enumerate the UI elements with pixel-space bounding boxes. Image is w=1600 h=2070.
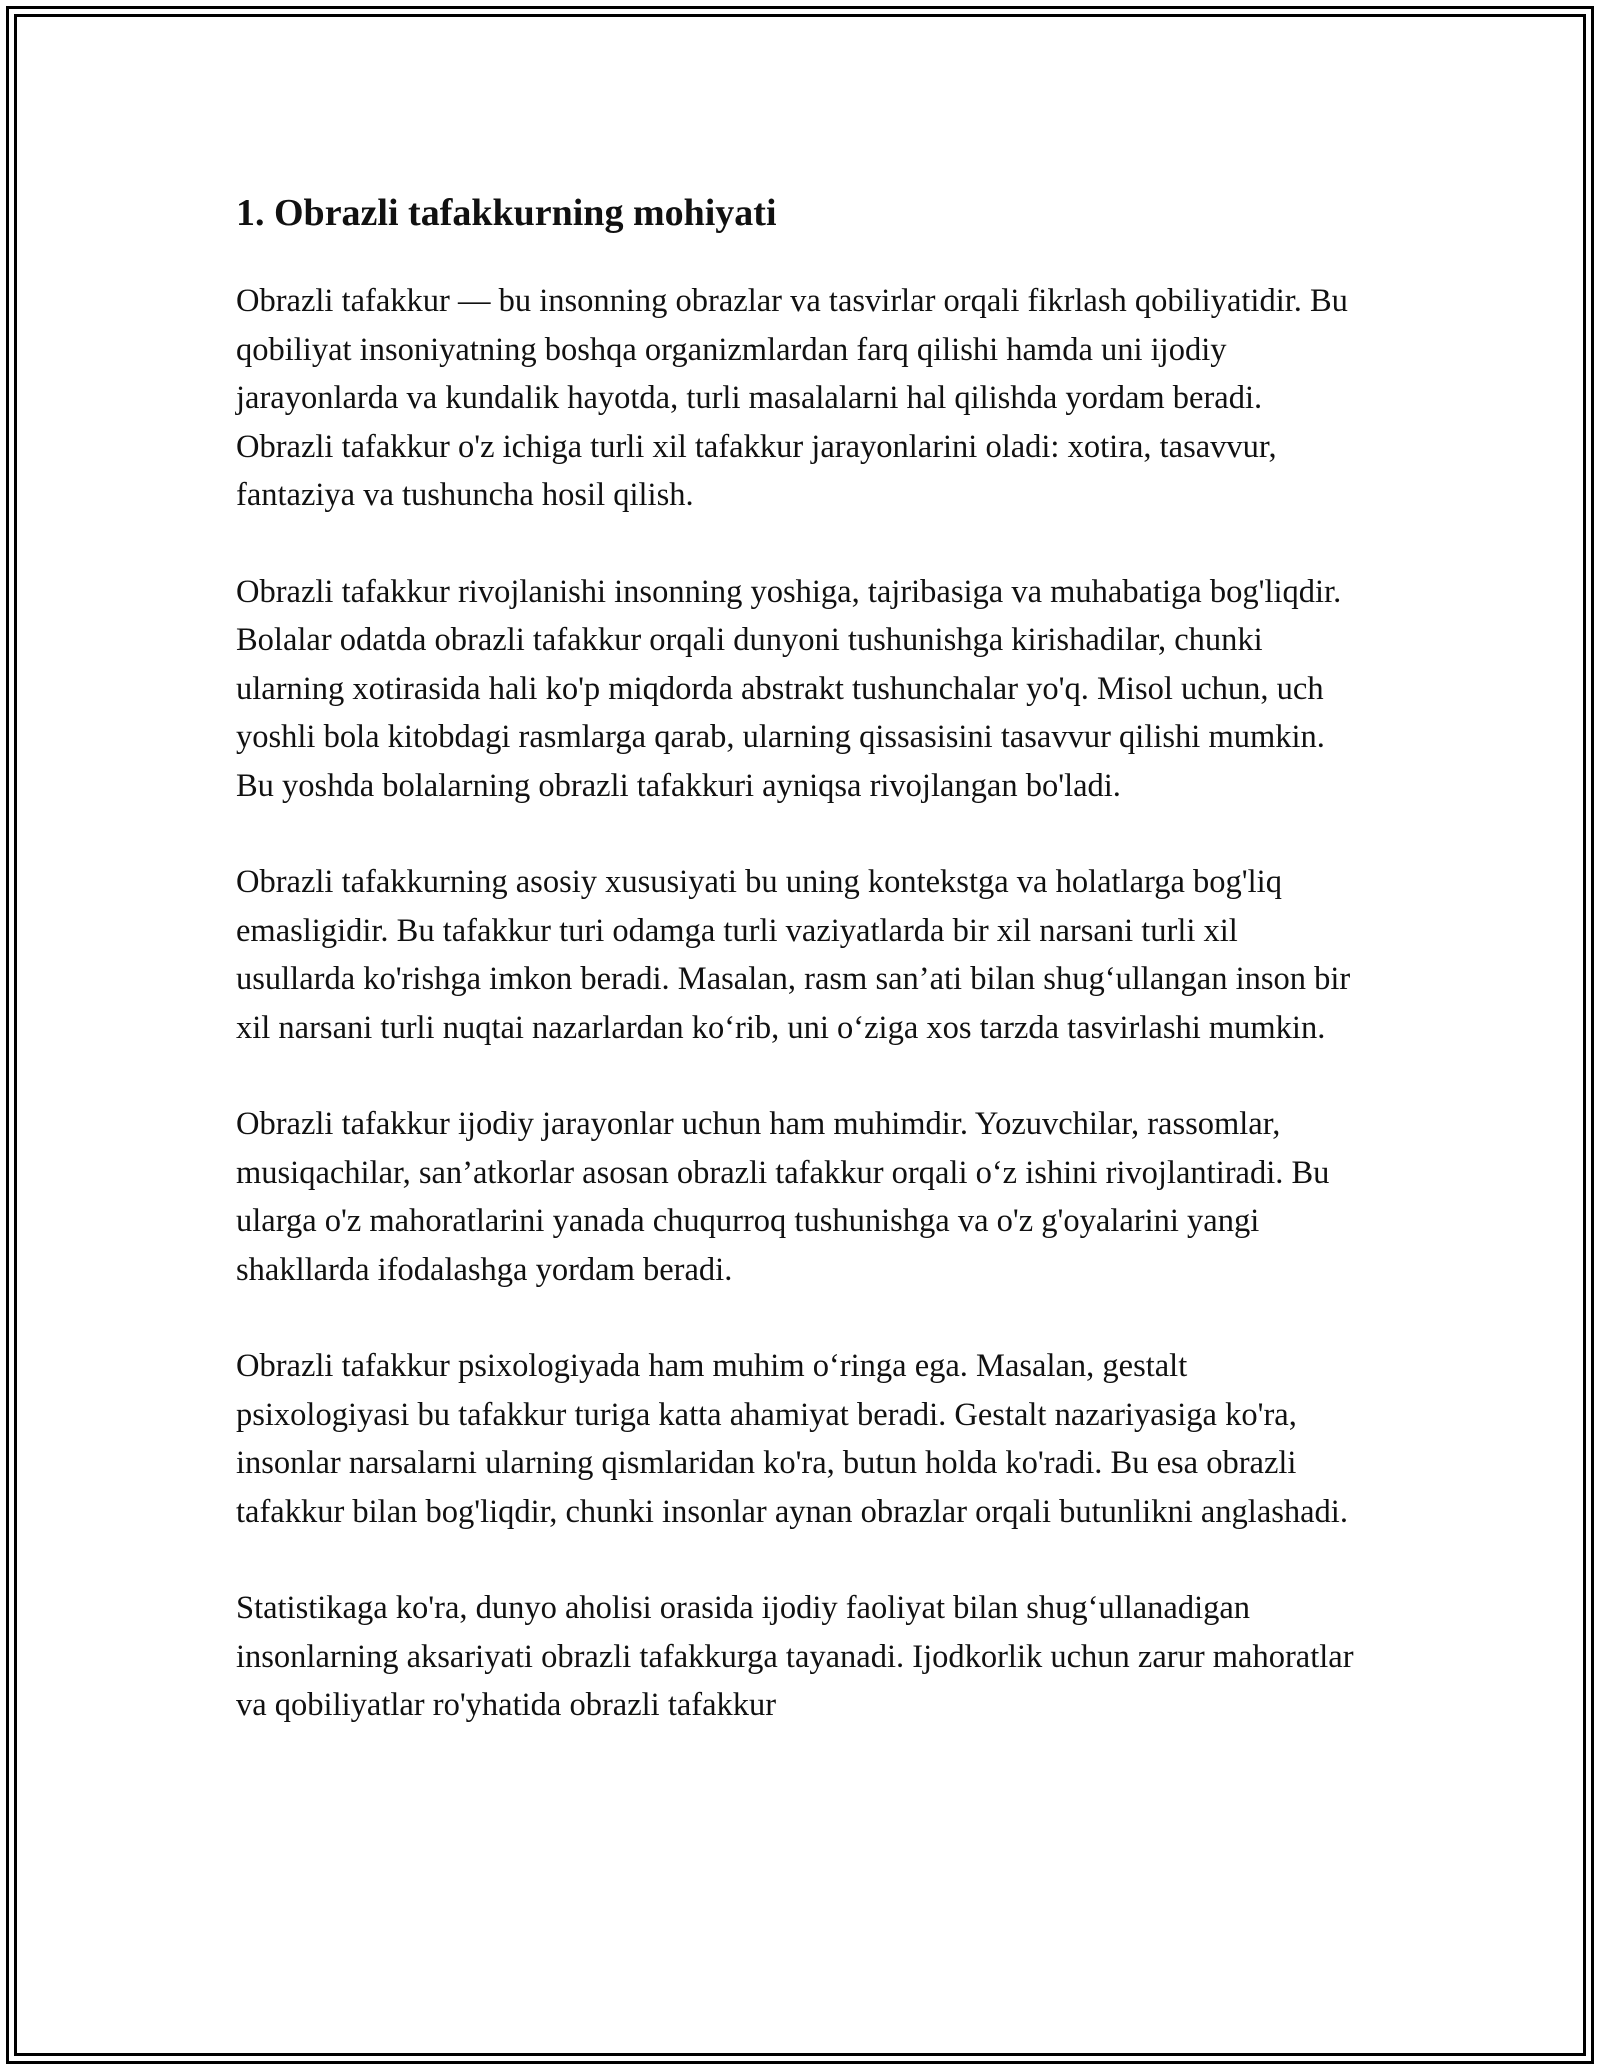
paragraph-2: Obrazli tafakkur rivojlanishi insonning yoshiga, tajribasiga va muhabatiga bog'liqdir. Bolalar odatda obrazli tafakkur orqali dunyoni tushunishga kirishadilar, chunki ularning xotirasida hali ko'p miqdorda abstrakt tushunchalar yo'q. Misol uchun, uch yoshli bola kitobdagi rasmlarga qarab, ularning qissasisini tasavvur qilishi mumkin. Bu yoshda bolalarning obrazli tafakkuri ayniqsa rivojlangan bo'ladi.: [236, 573, 1342, 804]
document-body: [236, 185, 1364, 1730]
paragraph-3: Obrazli tafakkurning asosiy xususiyati bu uning kontekstga va holatlarga bog'liq emasligidir. Bu tafakkur turi odamga turli vaziyatlarda bir xil narsani turli xil usullarda ko'rishga imkon beradi. Masalan, rasm san’ati bilan shug‘ullangan inson bir xil narsani turli nuqtai nazarlardan ko‘rib, uni o‘ziga xos tarzda tasvirlashi mumkin.: [236, 864, 1351, 1046]
paragraph-4: Obrazli tafakkur ijodiy jarayonlar uchun ham muhimdir. Yozuvchilar, rassomlar, musiqachilar, san’atkorlar asosan obrazli tafakkur orqali o‘z ishini rivojlantiradi. Bu ularga o'z mahoratlarini yanada chuqurroq tushunishga va o'z g'oyalarini yangi shakllarda ifodalashga yordam beradi.: [236, 1106, 1330, 1288]
section-title: 1. Obrazli tafakkurning mohiyati: [236, 192, 777, 234]
paragraph-1: Obrazli tafakkur — bu insonning obrazlar va tasvirlar orqali fikrlash qobiliyatidir. Bu qobiliyat insoniyatning boshqa organizmlardan farq qilishi hamda uni ijodiy jarayonlarda va kundalik hayotda, turli masalalarni hal qilishda yordam beradi. Obrazli tafakkur o'z ichiga turli xil tafakkur jarayonlarini oladi: xotira, tasavvur, fantaziya va tushuncha hosil qilish.: [236, 283, 1348, 513]
paragraph-5: Obrazli tafakkur psixologiyada ham muhim o‘ringa ega. Masalan, gestalt psixologiyasi bu tafakkur turiga katta ahamiyat beradi. Gestalt nazariyasiga ko'ra, insonlar narsalarni ularning qismlaridan ko'ra, butun holda ko'radi. Bu esa obrazli tafakkur bilan bog'liqdir, chunki insonlar aynan obrazlar orqali butunlikni anglashadi.: [236, 1348, 1348, 1530]
paragraph-6: Statistikaga ko'ra, dunyo aholisi orasida ijodiy faoliyat bilan shug‘ullanadigan insonlarning aksariyati obrazli tafakkurga tayanadi. Ijodkorlik uchun zarur mahoratlar va qobiliyatlar ro'yhatida obrazli tafakkur: [236, 1590, 1354, 1723]
